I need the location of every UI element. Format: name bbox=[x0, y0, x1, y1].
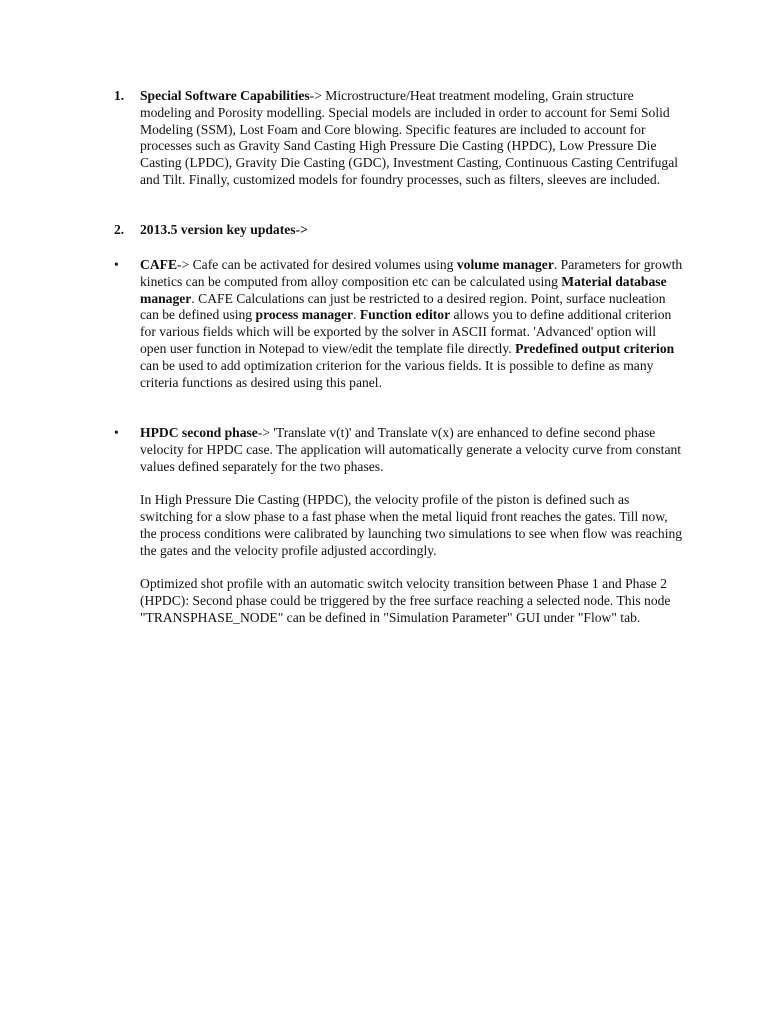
list-item-text bbox=[140, 88, 684, 189]
bullet-icon: • bbox=[114, 257, 119, 272]
bullet-content bbox=[140, 425, 684, 627]
paragraph-hpdc-velocity: In High Pressure Die Casting (HPDC), the velocity profile of the piston is defined such as switching for a slow phase to a fast phase when the metal liquid front reaches the gates. Till now, the process conditions were calibrated by launching two simulations to see when flow was reaching the gates and the velocity profile adjusted accordingly. bbox=[140, 492, 683, 558]
item-heading: 2013.5 version key updates bbox=[140, 222, 296, 237]
list-item-text bbox=[140, 222, 684, 239]
bullet-heading: HPDC second phase bbox=[140, 425, 258, 440]
bullet-icon: • bbox=[114, 425, 119, 440]
list-item-special-software bbox=[114, 88, 684, 189]
bullet-text: HPDC second phase-> 'Translate v(t)' and Translate v(x) are enhanced to define second phase velocity for HPDC case. The application will automatically generate a velocity curve from constant values defined separately for the two phases. bbox=[140, 425, 682, 474]
item-heading: Special Software Capabilities bbox=[140, 88, 310, 103]
paragraph-shot-profile: Optimized shot profile with an automatic switch velocity transition between Phase 1 and Phase 2 (HPDC): Second phase could be triggered by the free surface reaching a selected node. This node "TRANSPHASE_NODE" can be defined in "Simulation Parameter" GUI under "Flow" tab. bbox=[140, 576, 671, 625]
item-body: -> Microstructure/Heat treatment modeling, Grain structure modeling and Porosity modelling. Special models are included in order to account for Semi Solid Modeling (SSM), Lost Foam and Core blowing. Specific features are included to account for processes such as Gravity Sand Casting High Pressure Die Casting (HPDC), Low Pressure Die Casting (LPDC), Gravity Die Casting (GDC), Investment Casting, Continuous Casting Centrifugal and Tilt. Finally, customized models for foundry processes, such as filters, sleeves are included. bbox=[140, 88, 679, 187]
bullet-item-hpdc bbox=[114, 425, 684, 627]
bullet-item-cafe bbox=[114, 257, 684, 391]
list-number: 2. bbox=[114, 222, 125, 237]
bullet-text: CAFE-> Cafe can be activated for desired volumes using volume manager. Parameters for growth kinetics can be computed from alloy composition etc can be calculated using Material database manager. CAFE Calculations can just be restricted to a desired region. Point, surface nucleation can be defined using process manager. Function editor allows you to define additional criterion for various fields which will be exported by the solver in ASCII format. 'Advanced' option will open user function in Notepad to view/edit the template file directly. Predefined output criterion can be used to add optimization criterion for the various fields. It is possible to define as many criteria functions as desired using this panel. bbox=[140, 257, 683, 390]
list-item-key-updates bbox=[114, 222, 684, 239]
item-body: -> bbox=[295, 222, 308, 237]
list-number: 1. bbox=[114, 88, 125, 103]
bullet-heading: CAFE bbox=[140, 257, 178, 272]
